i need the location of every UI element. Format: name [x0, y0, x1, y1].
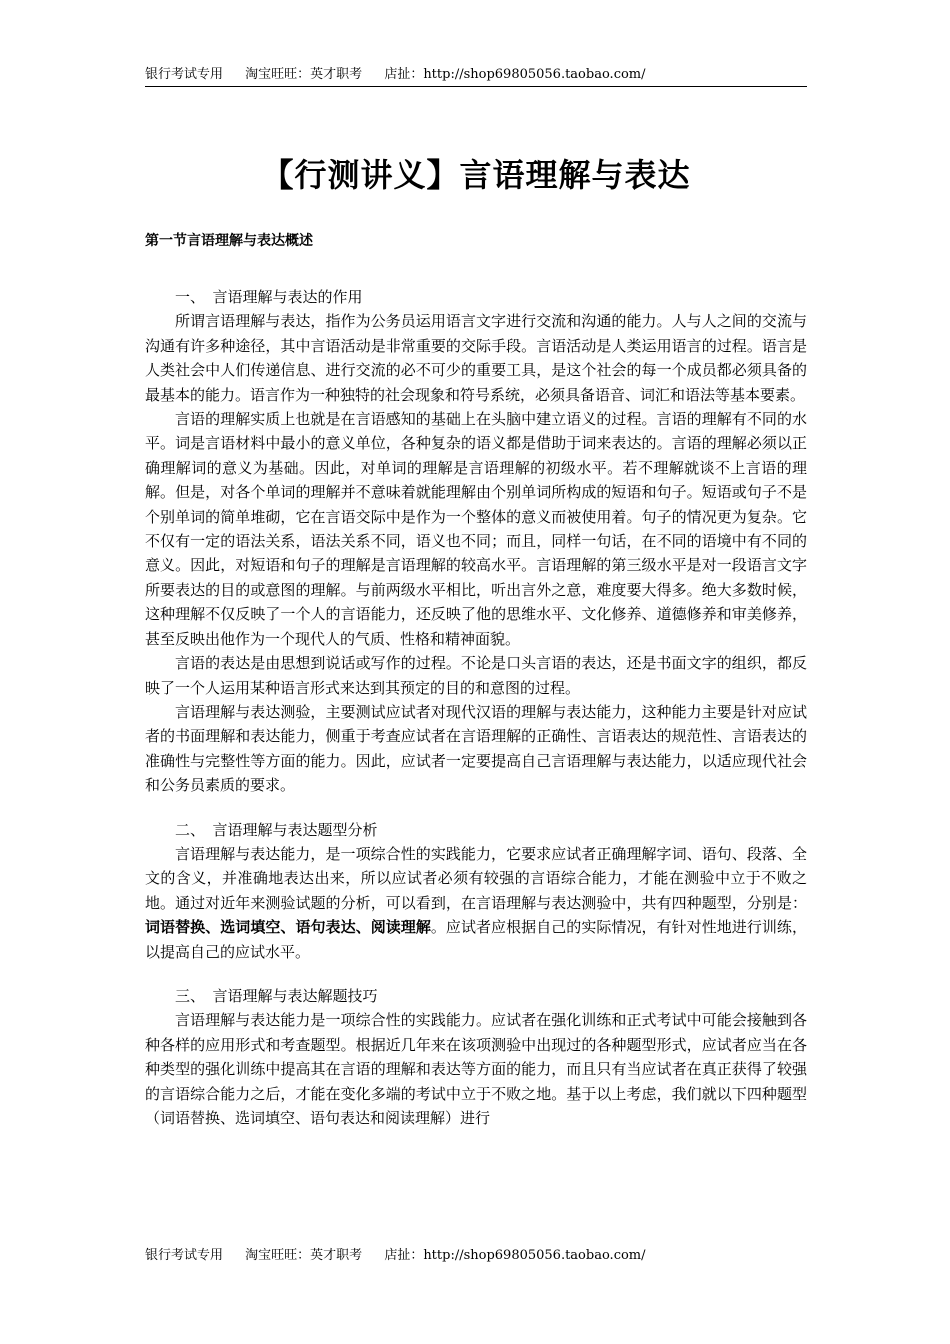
part1-paragraph-2: 言语的理解实质上也就是在言语感知的基础上在头脑中建立语义的过程。言语的理解有不同的水平。词是言语材料中最小的意义单位，各种复杂的语义都是借助于词来表达的。言语的理解必须以正确理解词的意义为基础。因此，对单词的理解是言语理解的初级水平。若不理解就谈不上言语的理解。但是，对各个单词的理解并不意味着就能理解由个别单词所构成的短语和句子。短语或句子不是个别单词的简单堆砌，它在言语交际中是作为一个整体的意义而被使用着。句子的情况更为复杂。它不仅有一定的语法关系，语法关系不同，语义也不同；而且，同样一句话，在不同的语境中有不同的意义。因此，对短语和句子的理解是言语理解的较高水平。言语理解的第三级水平是对一段语言文字所要表达的目的或意图的理解。与前两级水平相比，听出言外之意，难度要大得多。绝大多数时候，这种理解不仅反映了一个人的言语能力，还反映了他的思维水平、文化修养、道德修养和审美修养，甚至反映出他作为一个现代人的气质、性格和精神面貌。 — [145, 410, 807, 648]
part2-paragraph-1 — [145, 842, 807, 964]
page-header — [145, 66, 807, 87]
part1-paragraph-4: 言语理解与表达测验，主要测试应试者对现代汉语的理解与表达能力，这种能力主要是针对应试者的书面理解和表达能力，侧重于考查应试者在言语理解的正确性、言语表达的规范性、言语表达的准确性与完整性等方面的能力。因此，应试者一定要提高自己言语理解与表达能力，以适应现代社会和公务员素质的要求。 — [145, 702, 807, 795]
page-footer — [145, 1247, 807, 1265]
header-tag: 银行考试专用 — [145, 67, 224, 82]
part3-heading: 三、 言语理解与表达解题技巧 — [175, 986, 378, 1005]
part1-heading: 一、 言语理解与表达的作用 — [175, 288, 363, 306]
question-types-emphasis: 词语替换、选词填空、语句表达、阅读理解 — [145, 918, 431, 937]
header-wangwang: 淘宝旺旺：英才职考 — [245, 67, 363, 82]
footer-wangwang: 淘宝旺旺：英才职考 — [245, 1248, 363, 1263]
section-title: 第一节言语理解与表达概述 — [145, 233, 313, 249]
part1-paragraph-1: 所谓言语理解与表达，指作为公务员运用语言文字进行交流和沟通的能力。人与人之间的交流与沟通有许多种途径，其中言语活动是非常重要的交际手段。言语活动是人类运用语言的过程。语言是人类社会中人们传递信息、进行交流的必不可少的重要工具，是这个社会的每一个成员都必须具备的最基本的能力。语言作为一种独特的社会现象和符号系统，必须具备语音、词汇和语法等基本要素。 — [145, 312, 807, 404]
part2-heading: 二、 言语理解与表达题型分析 — [175, 820, 378, 839]
document-body — [145, 285, 807, 1130]
part1-paragraph-3: 言语的表达是由思想到说话或写作的过程。不论是口头言语的表达，还是书面文字的组织，都反映了一个人运用某种语言形式来达到其预定的目的和意图的过程。 — [145, 654, 807, 697]
header-shop-link[interactable]: 店扯：http://shop69805056.taobao.com/ — [384, 67, 646, 82]
part3-paragraph-1: 言语理解与表达能力是一项综合性的实践能力。应试者在强化训练和正式考试中可能会接触到各种各样的应用形式和考查题型。根据近几年来在该项测验中出现过的各种题型形式，应试者应当在各种类型的强化训练中提高其在言语的理解和表达等方面的能力，而且只有当应试者在真正获得了较强的言语综合能力之后，才能在变化多端的考试中立于不败之地。基于以上考虑，我们就以下四种题型（词语替换、选词填空、语句表达和阅读理解）进行 — [145, 1011, 807, 1127]
document-title: 【行测讲义】言语理解与表达 — [261, 156, 691, 194]
footer-shop-link[interactable]: 店扯：http://shop69805056.taobao.com/ — [384, 1248, 646, 1263]
part2-text-pre: 言语理解与表达能力，是一项综合性的实践能力，它要求应试者正确理解字词、语句、段落、全文的含义，并准确地表达出来，所以应试者必须有较强的言语综合能力，才能在测验中立于不败之地。通过对近年来测验试题的分析，可以看到，在言语理解与表达测验中，共有四种题型，分别是： — [145, 844, 807, 912]
part2-text-post: 。应试者应根据自己的实际情况，有针对性地进行训练，以提高自己的应试水平。 — [145, 918, 807, 961]
footer-tag: 银行考试专用 — [145, 1248, 224, 1263]
